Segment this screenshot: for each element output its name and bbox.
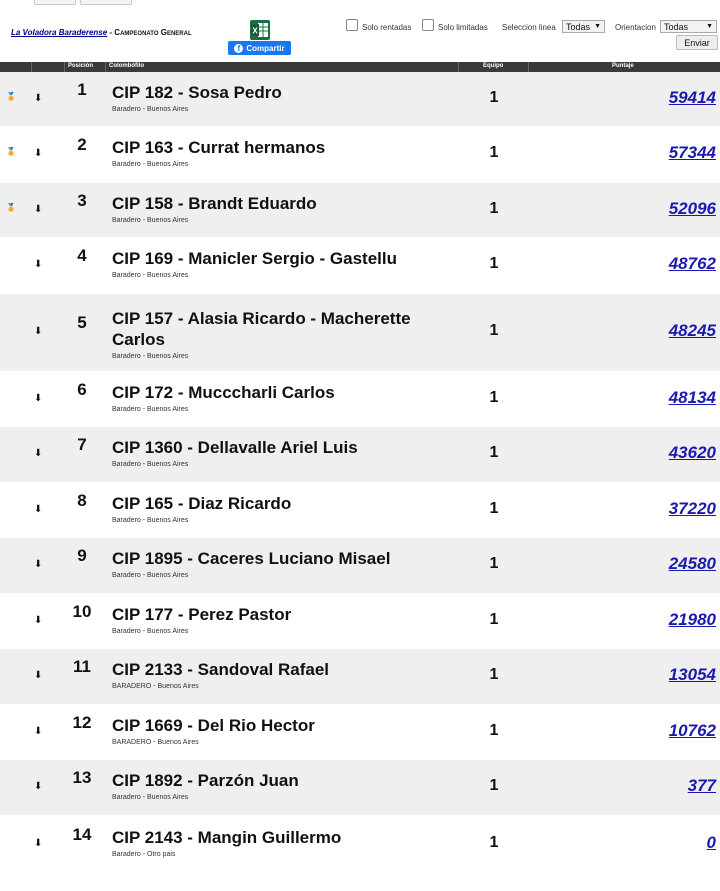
fancier-name: CIP 163 - Currat hermanos (112, 138, 326, 157)
table-row (0, 72, 720, 127)
position-number: 10 (72, 602, 92, 621)
solo-rentadas-checkbox[interactable] (346, 19, 358, 31)
fancier-location: Baradero - Buenos Aires (112, 406, 189, 413)
fancier-location: Baradero - Otro pais (112, 851, 176, 858)
position-number: 3 (77, 191, 87, 210)
top-bar (0, 0, 720, 62)
seleccion-linea-value: Todas (566, 21, 591, 32)
team-count: 1 (489, 389, 499, 406)
fancier-name: CIP 2143 - Mangin Guillermo (112, 828, 342, 847)
position-number: 8 (77, 491, 87, 510)
table-row (0, 372, 720, 427)
fancier-location: Baradero - Buenos Aires (112, 353, 189, 360)
fancier-name: CIP 1360 - Dellavalle Ariel Luis (112, 438, 358, 457)
fancier-cell (112, 437, 452, 469)
solo-limitadas-checkbox[interactable] (422, 19, 434, 31)
download-arrow-icon[interactable]: ⬇ (34, 326, 43, 337)
column-header-posicion[interactable]: Posición (68, 63, 94, 69)
position-number: 12 (72, 713, 92, 732)
position-number: 2 (77, 135, 87, 154)
medal-icon: 🏅 (6, 147, 16, 156)
championship-label: - Campeonato General (107, 28, 192, 37)
position-number: 6 (77, 380, 87, 399)
fancier-name: CIP 177 - Perez Pastor (112, 605, 292, 624)
solo-rentadas-label: Solo rentadas (362, 23, 412, 32)
table-row (0, 760, 720, 816)
score-link[interactable]: 48245 (668, 321, 716, 340)
fancier-name: CIP 165 - Diaz Ricardo (112, 494, 292, 513)
facebook-icon: f (234, 44, 243, 53)
team-count: 1 (489, 444, 499, 461)
fancier-location: Baradero - Buenos Aires (112, 217, 189, 224)
position-number: 9 (77, 546, 87, 565)
score-link[interactable]: 10762 (668, 721, 716, 740)
team-count: 1 (489, 200, 499, 217)
orientacion-select[interactable] (660, 20, 717, 33)
fancier-cell (112, 770, 452, 802)
score-link[interactable]: 377 (687, 776, 716, 795)
excel-icon[interactable] (249, 19, 271, 41)
page-title (11, 28, 211, 37)
fancier-cell (112, 382, 452, 414)
table-header (0, 62, 720, 72)
download-arrow-icon[interactable]: ⬇ (34, 393, 43, 404)
download-arrow-icon[interactable]: ⬇ (34, 781, 43, 792)
column-header-colombofilo[interactable]: Colombófilo (109, 63, 144, 69)
download-arrow-icon[interactable]: ⬇ (34, 448, 43, 459)
fancier-location: Baradero - Buenos Aires (112, 161, 189, 168)
fancier-location: Baradero - Buenos Aires (112, 517, 189, 524)
fancier-cell (112, 248, 452, 280)
team-count: 1 (489, 500, 499, 517)
fancier-location: Baradero - Buenos Aires (112, 794, 189, 801)
position-number: 7 (77, 435, 87, 454)
column-separator (528, 62, 529, 72)
team-count: 1 (489, 722, 499, 739)
fancier-location: BARADERO - Buenos Aires (112, 683, 199, 690)
download-arrow-icon[interactable]: ⬇ (34, 93, 43, 104)
fancier-cell (112, 659, 452, 691)
position-number: 14 (72, 825, 92, 844)
table-row (0, 294, 720, 372)
position-number: 4 (77, 246, 87, 265)
download-arrow-icon[interactable]: ⬇ (34, 615, 43, 626)
seleccion-linea-label: Seleccion linea (502, 23, 556, 32)
dropdown-arrow-icon: ▼ (706, 23, 713, 30)
table-row (0, 816, 720, 873)
fancier-location: Baradero - Buenos Aires (112, 572, 189, 579)
scroll-fragment (80, 0, 132, 5)
table-row (0, 238, 720, 294)
score-link[interactable]: 37220 (668, 499, 716, 518)
scroll-fragment (34, 0, 76, 5)
fancier-name: CIP 1669 - Del Rio Hector (112, 716, 315, 735)
download-arrow-icon[interactable]: ⬇ (34, 838, 43, 849)
fancier-cell (112, 548, 452, 580)
fancier-name: CIP 172 - Mucccharli Carlos (112, 383, 335, 402)
fancier-cell (112, 715, 452, 747)
fancier-location: Baradero - Buenos Aires (112, 106, 189, 113)
club-link[interactable]: La Voladora Baraderense (11, 28, 108, 37)
seleccion-linea-select[interactable] (562, 20, 605, 33)
fancier-cell (112, 193, 452, 225)
table-row (0, 538, 720, 594)
orientacion-label: Orientacion (615, 23, 656, 32)
position-number: 5 (77, 313, 87, 332)
table-row (0, 649, 720, 705)
column-separator (458, 62, 459, 72)
fancier-name: CIP 158 - Brandt Eduardo (112, 194, 317, 213)
medal-icon: 🏅 (6, 203, 16, 212)
table-row (0, 594, 720, 649)
column-header-puntaje[interactable]: Puntaje (612, 63, 634, 69)
fancier-name: CIP 157 - Alasia Ricardo - Macherette Carlos (112, 309, 411, 349)
fancier-cell (112, 82, 452, 114)
fancier-cell (112, 827, 452, 859)
team-count: 1 (489, 666, 499, 683)
score-link[interactable]: 0 (706, 833, 716, 852)
score-link[interactable]: 43620 (668, 443, 716, 462)
score-link[interactable]: 13054 (668, 665, 716, 684)
fancier-name: CIP 2133 - Sandoval Rafael (112, 660, 330, 679)
team-count: 1 (489, 255, 499, 272)
orientacion-value: Todas (664, 21, 689, 32)
fancier-name: CIP 182 - Sosa Pedro (112, 83, 282, 102)
column-separator (64, 62, 65, 72)
enviar-button[interactable]: Enviar (676, 35, 718, 50)
team-count: 1 (489, 89, 499, 106)
fancier-location: BARADERO - Buenos Aires (112, 739, 199, 746)
facebook-share-button[interactable] (228, 41, 291, 55)
download-arrow-icon[interactable]: ⬇ (34, 726, 43, 737)
position-number: 1 (77, 80, 87, 99)
svg-text:X: X (252, 26, 258, 36)
medal-icon: 🏅 (6, 92, 16, 101)
fancier-cell (112, 137, 452, 169)
score-link[interactable]: 48762 (668, 254, 716, 273)
column-header-equipo[interactable]: Equipo (483, 63, 504, 69)
column-separator (105, 62, 106, 72)
fancier-cell (112, 308, 452, 361)
fancier-cell (112, 604, 452, 636)
table-row (0, 705, 720, 760)
table-row (0, 127, 720, 183)
column-separator (31, 62, 32, 72)
score-link[interactable]: 57344 (668, 143, 716, 162)
fancier-location: Baradero - Buenos Aires (112, 461, 189, 468)
solo-limitadas-label: Solo limitadas (438, 23, 488, 32)
score-link[interactable]: 59414 (668, 88, 716, 107)
team-count: 1 (489, 611, 499, 628)
download-arrow-icon[interactable]: ⬇ (34, 559, 43, 570)
fancier-location: Baradero - Buenos Aires (112, 272, 189, 279)
results-table (0, 72, 720, 873)
fancier-location: Baradero - Buenos Aires (112, 628, 189, 635)
download-arrow-icon[interactable]: ⬇ (34, 204, 43, 215)
table-row (0, 427, 720, 483)
position-number: 11 (73, 657, 91, 676)
dropdown-arrow-icon: ▼ (594, 23, 601, 30)
share-label: Compartir (246, 43, 285, 53)
team-count: 1 (489, 834, 499, 851)
team-count: 1 (489, 322, 499, 339)
team-count: 1 (489, 555, 499, 572)
score-link[interactable]: 48134 (668, 388, 716, 407)
team-count: 1 (489, 144, 499, 161)
fancier-cell (112, 493, 452, 525)
table-row (0, 483, 720, 538)
team-count: 1 (489, 777, 499, 794)
download-arrow-icon[interactable]: ⬇ (34, 148, 43, 159)
position-number: 13 (72, 768, 92, 787)
fancier-name: CIP 169 - Manicler Sergio - Gastellu (112, 249, 398, 268)
download-arrow-icon[interactable]: ⬇ (34, 259, 43, 270)
score-link[interactable]: 24580 (668, 554, 716, 573)
fancier-name: CIP 1892 - Parzón Juan (112, 771, 299, 790)
score-link[interactable]: 21980 (668, 610, 716, 629)
table-row (0, 183, 720, 238)
score-link[interactable]: 52096 (668, 199, 716, 218)
download-arrow-icon[interactable]: ⬇ (34, 670, 43, 681)
fancier-name: CIP 1895 - Caceres Luciano Misael (112, 549, 391, 568)
download-arrow-icon[interactable]: ⬇ (34, 504, 43, 515)
